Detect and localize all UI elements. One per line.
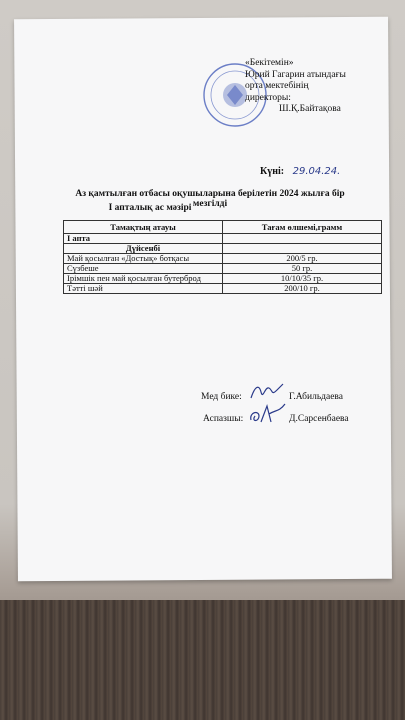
nurse-signature-mark — [247, 380, 287, 402]
approval-line: Юрий Гагарин атындағы — [245, 69, 346, 80]
cook-signature-mark — [245, 400, 289, 426]
dish-amount: 200/5 гр. — [223, 254, 382, 264]
table-row — [64, 254, 382, 264]
dish-amount: 200/10 гр. — [223, 284, 382, 294]
dish-name: Сүзбеше — [64, 264, 223, 274]
dish-name: Ірімшік пен май қосылған бутерброд — [64, 274, 223, 284]
nurse-name: Г.Абильдаева — [289, 392, 344, 402]
day-label: Дүйсенбі — [64, 244, 223, 254]
menu-table — [63, 220, 382, 294]
table-row — [64, 284, 382, 294]
column-header-name: Тамақтың атауы — [64, 221, 223, 234]
dish-amount: 50 гр. — [223, 264, 382, 274]
empty-cell — [223, 244, 382, 254]
floor-background — [0, 600, 405, 720]
cook-signature-label: Аспазшы: — [203, 414, 244, 424]
week-label: I апта — [64, 234, 223, 244]
table-row-week — [64, 234, 382, 244]
date-value: 29.04.24. — [292, 166, 341, 177]
table-row — [64, 274, 382, 284]
dish-name: Май қосылған «Достық» ботқасы — [64, 254, 223, 264]
document-title: Аз қамтылған отбасы оқушыларына берілетін 2024 жылға бір мезгілді — [75, 189, 345, 209]
approval-block — [245, 58, 346, 116]
approval-line: «Бекітемін» — [245, 58, 294, 68]
table-header-row — [64, 221, 382, 234]
table-row — [64, 264, 382, 274]
dish-amount: 10/10/35 гр. — [223, 274, 382, 284]
date-label: Күні: — [260, 166, 285, 177]
approval-line: директоры: — [245, 92, 291, 103]
cook-name: Д.Сарсенбаева — [289, 414, 349, 424]
dish-name: Тәтті шәй — [64, 284, 223, 294]
table-row-day — [64, 244, 382, 254]
empty-cell — [223, 234, 382, 244]
nurse-signature-label: Мед бике: — [201, 392, 242, 402]
approval-line: орта мектебінің — [245, 81, 309, 91]
date-line — [260, 166, 340, 177]
column-header-amount: Тағам өлшемі,грамм — [223, 221, 382, 234]
document-subtitle: I апталық ас мәзірі — [108, 203, 192, 213]
approval-director-name: Ш.Қ.Байтақова — [279, 104, 341, 114]
